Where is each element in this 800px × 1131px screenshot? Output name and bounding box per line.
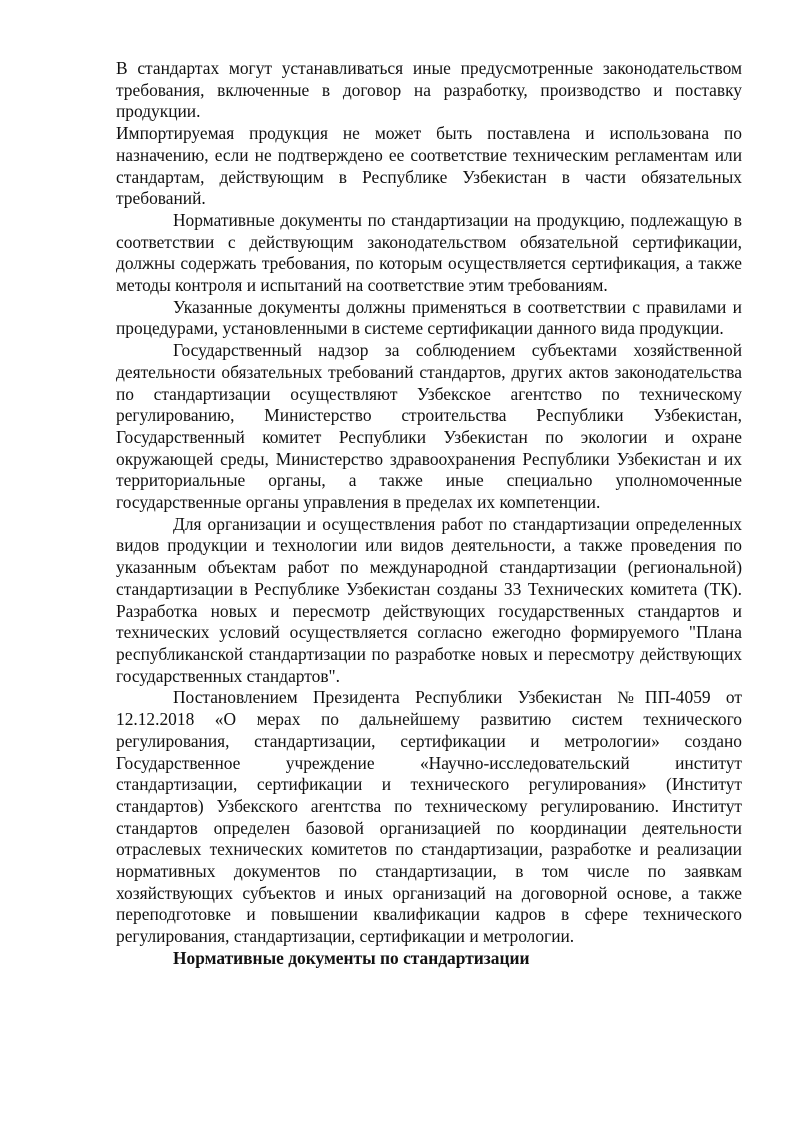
- paragraph: [116, 340, 742, 514]
- text-line: Узбекистан и их территориальные органы, а также иные специально: [116, 448, 742, 491]
- text-line: требований.: [116, 188, 206, 209]
- text-line: сертификация, а также методы контроля и испытаний на соответствие этим: [116, 253, 742, 296]
- text-line: техническому регулированию, Министерство строительства Республики: [116, 383, 742, 426]
- text-line: (региональной) стандартизации в Республике Узбекистан созданы 33: [116, 557, 742, 599]
- text-line: назначению, если не подтверждено ее соответствие техническим регламентам: [116, 144, 709, 165]
- text-line: стандартов определен базовой организацией по координации деятельности: [116, 817, 742, 838]
- text-line: Государственный надзор за соблюдением субъектами хозяйственной: [173, 340, 742, 361]
- text-line: Узбекистан, Государственный комитет Республики Узбекистан по экологии и: [116, 405, 742, 447]
- text-line: проведения по указанным объектам работ по международной стандартизации: [116, 535, 742, 578]
- text-line: регулирования, стандартизации, сертификации и метрологии»: [116, 730, 660, 751]
- text-line: разработке новых и пересмотру действующих государственных стандартов".: [116, 643, 742, 686]
- text-line: стандартизации, сертификации и технического регулирования» (Институт: [116, 774, 742, 795]
- text-line: Указанные документы должны применяться в соответствии с: [173, 296, 640, 317]
- text-line: 12.12.2018 «О мерах по дальнейшему развитию систем технического: [116, 709, 742, 730]
- paragraph: [116, 123, 742, 210]
- text-line: компетенции.: [499, 492, 601, 513]
- text-line: реализации нормативных документов по стандартизации, в том числе по: [116, 839, 742, 882]
- text-line: заявкам хозяйствующих субъектов и иных организаций на договорной основе,: [116, 861, 742, 903]
- paragraph: [116, 58, 742, 123]
- text-line: правилами и процедурами, установленными в системе сертификации данного: [116, 296, 742, 339]
- text-line: вида продукции.: [600, 318, 724, 339]
- paragraph: [116, 210, 742, 297]
- text-line: отраслевых технических комитетов по стандартизации, разработке и: [116, 839, 649, 860]
- document-page: [116, 58, 742, 970]
- text-line: определенных видов продукции и технологии или видов деятельности, а также: [116, 513, 742, 556]
- text-line: создано Государственное учреждение «Научно-исследовательский институт: [116, 730, 742, 773]
- text-line: В стандартах могут устанавливаться иные предусмотренные: [116, 58, 594, 78]
- paragraph: [116, 514, 742, 688]
- text-line: стандартов) Узбекского агентства по техническому регулированию. Институт: [116, 795, 742, 816]
- text-line: Импортируемая продукция не может быть поставлена и использована по: [116, 123, 742, 144]
- text-line: Нормативные документы по стандартизации на продукцию,: [173, 209, 625, 230]
- text-line: охране окружающей среды, Министерство здравоохранения Республики: [116, 426, 742, 469]
- text-line: подлежащую в соответствии с действующим законодательством обязательной: [116, 209, 742, 252]
- text-line: или стандартам, действующим в Республике Узбекистан в части обязательных: [116, 144, 742, 187]
- text-line: сертификации, должны содержать требования, по которым осуществляется: [116, 231, 743, 274]
- text-line: а также переподготовке и повышении квалификации кадров в сфере: [116, 882, 742, 925]
- text-line: Для организации и осуществления работ по стандартизации: [173, 513, 630, 534]
- text-line: производство и поставку продукции.: [116, 79, 742, 122]
- text-line: законодательством требования, включенные в договор на разработку,: [116, 58, 742, 100]
- text-line: Постановлением Президента Республики Узбекистан №ПП-4059 от: [173, 687, 742, 708]
- text-line: Технических комитета (ТК). Разработка новых и пересмотр действующих: [116, 578, 742, 621]
- text-line: государственных стандартов и технических условий осуществляется согласно: [116, 600, 742, 643]
- text-line: требованиям.: [508, 275, 608, 296]
- text-line: уполномоченные государственные органы управления в пределах их: [116, 470, 742, 513]
- text-line: технического регулирования, стандартизации, сертификации и метрологии.: [116, 904, 742, 947]
- paragraph: [116, 687, 742, 947]
- paragraph: [116, 297, 742, 340]
- text-line: деятельности обязательных требований стандартов, других актов: [116, 361, 609, 382]
- document-body: [116, 58, 742, 948]
- section-heading: Нормативные документы по стандартизации: [173, 947, 530, 968]
- text-line: ежегодно формируемого "Плана республиканской стандартизации по: [116, 622, 742, 664]
- text-line: законодательства по стандартизации осуществляют Узбекское агентство по: [116, 361, 742, 404]
